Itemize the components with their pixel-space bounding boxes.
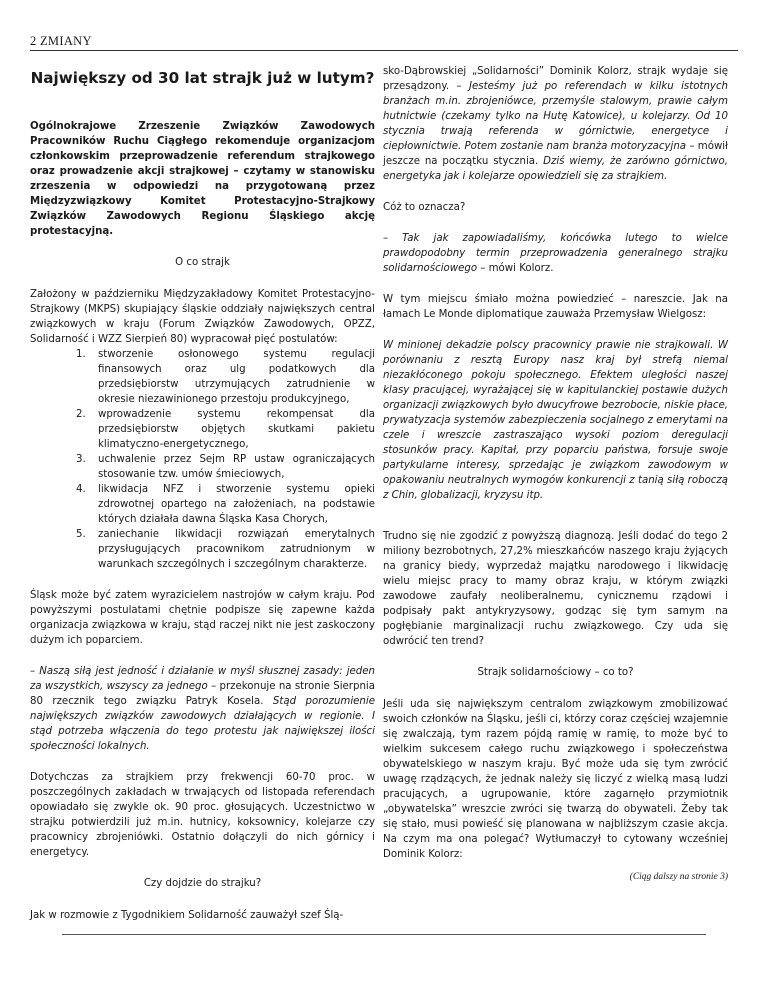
quote-attribution: – mówił jeszcze na początku stycznia. xyxy=(383,141,728,167)
article-title: Największy od 30 lat strajk już w lutym? xyxy=(30,69,375,87)
quote-kosela xyxy=(30,664,375,754)
interview-text: sko-Dąbrowskiej „Solidarności” Dominik Kolorz, strajk wydaje się przesądzony. xyxy=(383,66,728,92)
section-heading-strike: Czy dojdzie do strajku? xyxy=(143,878,262,889)
question-meaning: Cóż to oznacza? xyxy=(383,202,466,213)
list-number: 4. xyxy=(76,484,86,495)
list-item xyxy=(30,482,375,527)
paragraph-silesia: Śląsk może być zatem wyrazicielem nastrojów w całym kraju. Pod powyższymi postulatami chętnie podpisze się zapewne każda organizacja związkowa w kraju, stąd raczej nikt nie jest zaskoczony dużym ich poparciem. xyxy=(30,590,375,646)
quote-text: Dziś wiemy, że zarówno górnictwo, energetyka jak i kolejarze opowiedzieli się za strajkiem. xyxy=(383,156,728,182)
quote-attribution: – mówi Kolorz. xyxy=(477,263,554,274)
list-item xyxy=(30,347,375,407)
continued-note: (Ciąg dalszy na stronie 3) xyxy=(629,872,728,882)
paragraph-diagnosis: Trudno się nie zgodzić z powyższą diagnozą. Jeśli dodać do tego 2 miliony bezrobotnych, 27,2% mieszkańców naszego kraju żyjących na granicy biedy, wyprzedaż majątku narodowego i likwidację wielu miejsc pracy to mamy obraz kraju, w którym związki zawodowe zaufały neoliberalnemu, cynicznemu rządowi i podpisały pakt antykryzysowy, godząc się tym samym na pogłębianie marginalizacji ruchu związkowego. Czy uda się odwrócić ten trend? xyxy=(383,531,728,647)
left-column xyxy=(30,64,375,939)
list-text: uchwalenie przez Sejm RP ustaw ograniczających stosowanie tzw. umów śmieciowych, xyxy=(98,454,375,480)
page-header xyxy=(30,34,738,49)
section-name: ZMIANY xyxy=(40,34,92,48)
list-text: wprowadzenie systemu rekompensat dla przedsiębiorstw objętych skutkami pakietu klimatyczno-energetycznego, xyxy=(98,409,375,450)
list-item xyxy=(30,527,375,572)
section-heading-demands: O co strajk xyxy=(175,257,230,268)
right-column xyxy=(383,64,728,885)
paragraph-interview-continued xyxy=(383,64,728,184)
quote-kolorz xyxy=(383,231,728,276)
paragraph-solidarity: Jeśli uda się największym centralom związkowym zmobilizować swoich członków na Śląsku, jeśli ci, którzy coraz częściej wzajemnie się zwalczają, tym razem pójdą ramię w ramię, to może być to wielkim sukcesem całego ruchu związkowego i społeczeństwa obywatelskiego w naszym kraju. Być może uda się tym zwrócić uwagę rządzących, że jednak należy się liczyć z wielką masą ludzi pracujących, a ugrupowanie, które zagarnęło przymiotnik „obywatelska” wreszcie zwróci się twarzą do obywateli. Żeby tak się stało, musi powieść się planowana w najbliższym czasie akcja. Na czym ma ona polegać? Wytłumaczył to cytowany wcześniej Dominik Kolorz: xyxy=(383,699,728,860)
list-number: 5. xyxy=(76,529,86,540)
list-item xyxy=(30,452,375,482)
quote-text: – Naszą siłą jest jedność i działanie w myśl słusznej zasady: jeden za wszystkich, wszyscy za jednego xyxy=(30,666,375,692)
demands-intro: Założony w październiku Międzyzakładowy Komitet Protestacyjno-Strajkowy (MKPS) skupiający śląskie oddziały największych central związkowych w kraju (Forum Związków Zawodowych, OPZZ, Solidarność i WZZ Sierpień 80) wypracował pięć postulatów: xyxy=(30,289,375,345)
section-heading-solidarity: Strajk solidarnościowy – co to? xyxy=(477,667,634,678)
list-number: 3. xyxy=(76,454,86,465)
header-rule xyxy=(30,50,738,51)
quote-text: – Jesteśmy już po referendach w kilku istotnych branżach m.in. zbrojeniówce, przemyśle stalowym, prawie całym hutnictwie (czekamy tylko na Hutę Katowice), u kolejarzy. Od 10 stycznia trwają referenda w górnictwie, energetyce i ciepłownictwie. Potem zostanie nam branża motoryzacyjna xyxy=(383,81,728,152)
list-text: zaniechanie likwidacji rozwiązań emerytalnych przysługujących pracownikom zatrudnionym w warunkach szczególnych i szczególnym charakterze. xyxy=(98,529,375,570)
list-number: 1. xyxy=(76,349,86,360)
postulates-list xyxy=(30,347,375,572)
paragraph-turnout: Dotychczas za strajkiem przy frekwencji 60-70 proc. w poszczególnych zakładach w trwających od listopada referendach opowiadało się zwykle ok. 90 proc. głosujących. Uczestnictwo w strajku potwierdzili już m.in. hutnicy, koksownicy, kolejarze czy pracownicy zbrojeniówki. Ostatnio dołączyli do nich górnicy i energetycy. xyxy=(30,772,375,858)
article-lead: Ogólnokrajowe Zrzeszenie Związków Zawodowych Pracowników Ruchu Ciągłego rekomenduje organizacjom członkowskim przeprowadzenie referendum strajkowego oraz prowadzenie akcji strajkowej – czytamy w stanowisku zrzeszenia w odpowiedzi na przygotowaną przez Międzyzwiązkowy Komitet Protestacyjno-Strajkowy Związków Zawodowych Regionu Śląskiego akcję protestacyjną. xyxy=(30,121,375,237)
paragraph-interview-start: Jak w rozmowie z Tygodnikiem Solidarność zauważył szef Ślą- xyxy=(30,910,344,921)
bottom-rule xyxy=(62,934,706,935)
list-number: 2. xyxy=(76,409,86,420)
paragraph-finally: W tym miejscu śmiało można powiedzieć – nareszcie. Jak na łamach Le Monde diplomatique zauważa Przemysław Wielgosz: xyxy=(383,294,728,320)
page-number: 2 xyxy=(30,34,37,48)
list-text: likwidacja NFZ i stworzenie systemu opieki zdrowotnej opartego na założeniach, na podstawie których działała dawna Śląska Kasa Chorych, xyxy=(98,484,375,525)
quote-text: – Tak jak zapowiadaliśmy, końcówka lutego to wielce prawdopodobny termin przeprowadzenia generalnego strajku solidarnościowego xyxy=(383,233,728,274)
list-item xyxy=(30,407,375,452)
list-text: stworzenie osłonowego systemu regulacji finansowych oraz ulg podatkowych dla przedsiębiorstw utrzymujących zatrudnienie w okresie niezawinionego przestoju produkcyjnego, xyxy=(98,349,375,405)
quote-text: Stąd porozumienie największych związków zawodowych działających w regionie. I stąd potrzeba włączenia do tego protestu jak największej ilości społeczności lokalnych. xyxy=(30,696,375,752)
quote-attribution: – przekonuje na stronie Sierpnia 80 rzecznik tego związku Patryk Kosela. xyxy=(30,681,375,707)
quote-wielgosz: W minionej dekadzie polscy pracownicy prawie nie strajkowali. W porównaniu z resztą Europy nasz kraj był strefą niemal niezakłóconego pokoju społecznego. Efektem uległości naszej klasy pracującej, wyrażającej się w kapitulanckiej postawie dużych organizacji związkowych było dwucyfrowe bezrobocie, niskie płace, prywatyzacja systemów zabezpieczenia socjalnego z emerytami na czele i wreszcie zastraszająco wysoki poziom deregulacji stosunków pracy. Kapitał, przy poparciu państwa, forsuje swoje partykularne interesy, sprzedając je związkom zawodowym w opakowaniu neutralnych wymogów konkurencji z tanią siłą roboczą z Chin, globalizacji, kryzysu itp. xyxy=(383,340,728,501)
